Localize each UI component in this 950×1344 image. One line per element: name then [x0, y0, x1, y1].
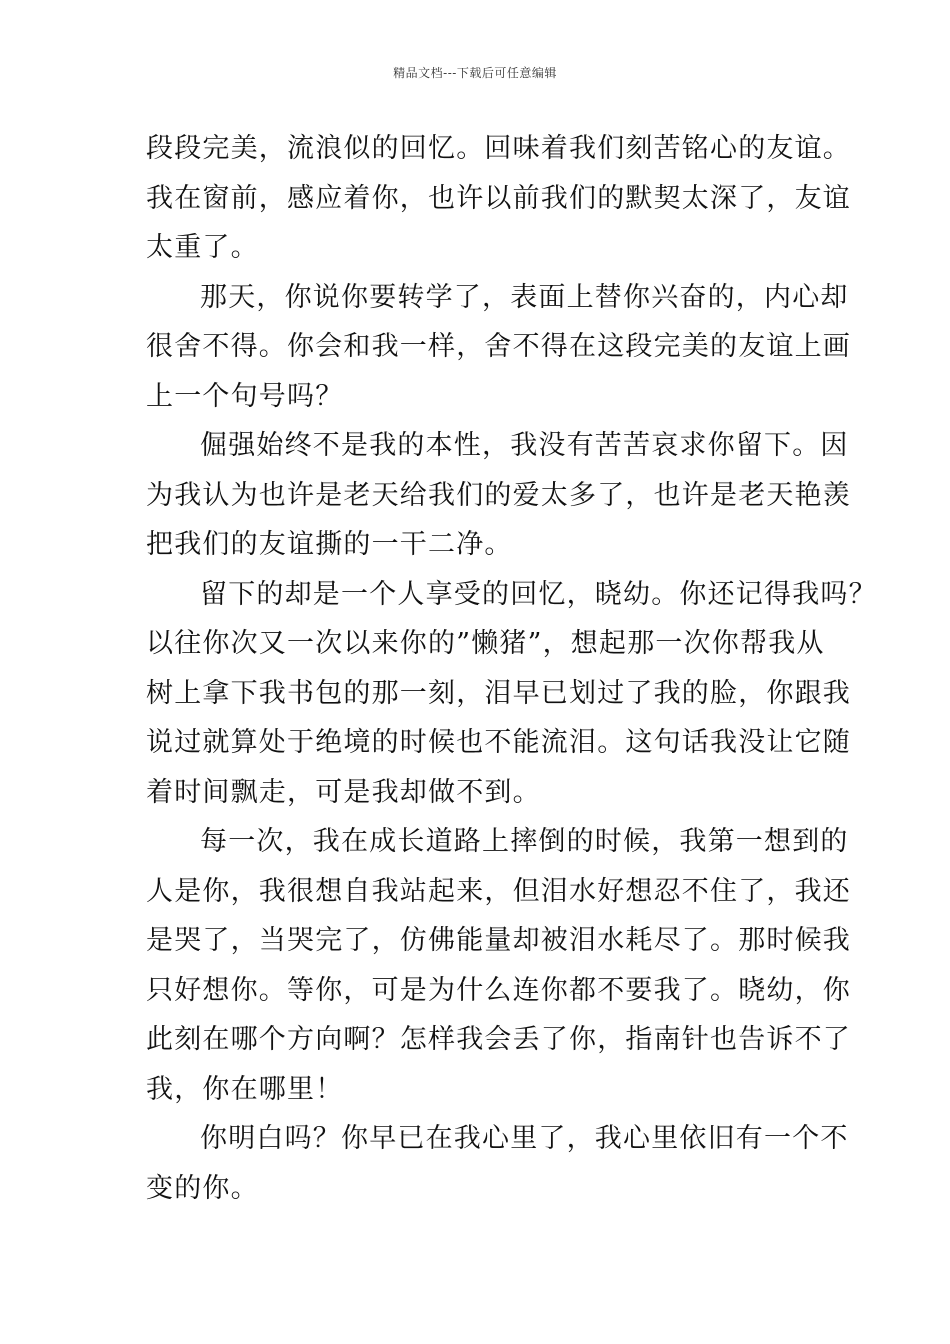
text-line: 每一次，我在成长道路上摔倒的时候，我第一想到的 [200, 826, 849, 857]
text-line: 说过就算处于绝境的时候也不能流泪。这句话我没让它随 [146, 727, 851, 758]
text-line: 段段完美，流浪似的回忆。回味着我们刻苦铭心的友谊。 [146, 133, 851, 164]
text-line: 我，你在哪里！ [146, 1073, 344, 1105]
page-header: 精品文档---下载后可任意编辑 [393, 66, 557, 80]
text-line: 上一个句号吗？ [146, 380, 344, 412]
text-line: 树上拿下我书包的那一刻，泪早已划过了我的脸，你跟我 [146, 677, 851, 709]
text-line: 很舍不得。你会和我一样，舍不得在这段完美的友谊上画 [146, 331, 851, 362]
article-body [146, 124, 877, 1213]
text-line: 太重了。 [146, 232, 259, 263]
paragraph-2 [146, 273, 851, 422]
text-line: 此刻在哪个方向啊？怎样我会丢了你，指南针也告诉不了 [146, 1024, 851, 1055]
text-line: 只好想你。等你，可是为什么连你都不要我了。晓幼，你 [146, 974, 851, 1006]
text-line: 把我们的友谊撕的一干二净。 [146, 529, 513, 560]
text-line: 你明白吗？你早已在我心里了，我心里依旧有一个不 [200, 1123, 849, 1154]
text-line: 变的你。 [146, 1172, 259, 1204]
text-line: 着时间飘走，可是我却做不到。 [146, 776, 541, 808]
paragraph-1 [146, 124, 851, 273]
paragraph-4 [146, 570, 877, 818]
paragraph-6 [146, 1114, 849, 1213]
text-line: 倔强始终不是我的本性，我没有苦苦哀求你留下。因 [200, 430, 849, 461]
paragraph-3 [146, 421, 851, 570]
text-line: 留下的却是一个人享受的回忆，晓幼。你还记得我吗？ [200, 578, 877, 610]
text-line: 我在窗前，感应着你，也许以前我们的默契太深了，友谊 [146, 182, 851, 214]
text-line: 是哭了，当哭完了，仿佛能量却被泪水耗尽了。那时候我 [146, 925, 851, 956]
paragraph-5 [146, 817, 851, 1114]
text-line: 那天，你说你要转学了，表面上替你兴奋的，内心却 [200, 281, 849, 313]
text-line: 为我认为也许是老天给我们的爱太多了，也许是老天艳羡 [146, 479, 851, 511]
text-line: 以往你次又一次以来你的”懒猪”，想起那一次你帮我从 [146, 628, 825, 659]
text-line: 人是你，我很想自我站起来，但泪水好想忍不住了，我还 [146, 875, 851, 907]
